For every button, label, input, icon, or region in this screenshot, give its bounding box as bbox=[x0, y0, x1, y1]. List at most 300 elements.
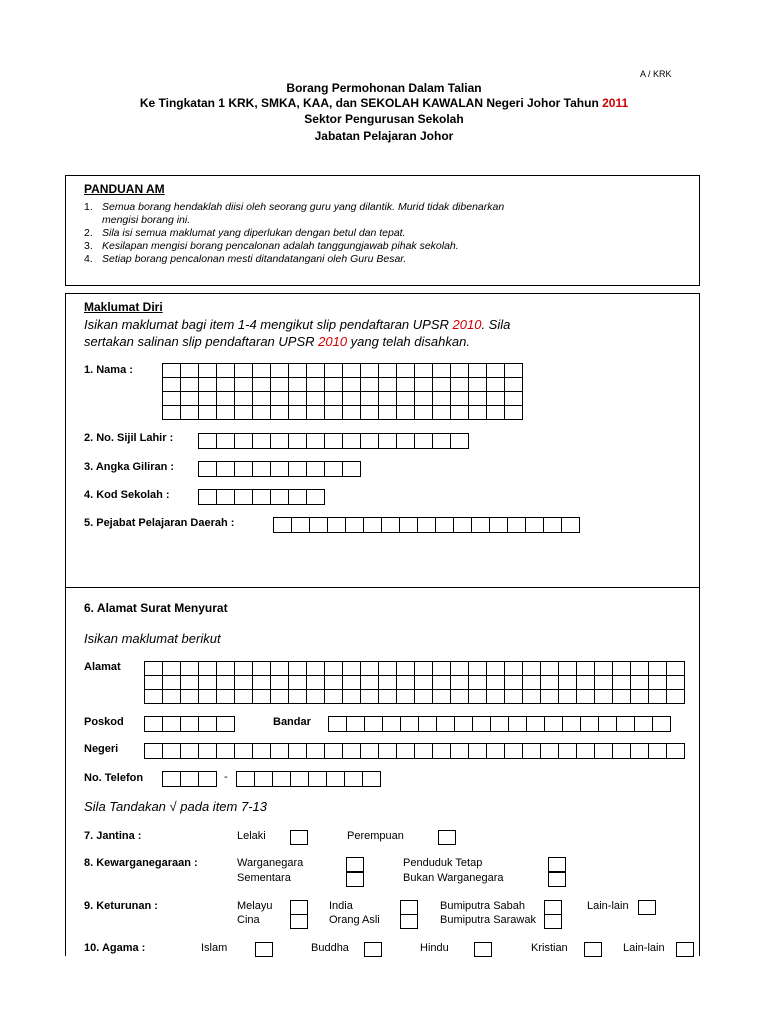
input-cell[interactable] bbox=[613, 744, 631, 759]
input-cell[interactable] bbox=[199, 462, 217, 477]
input-cell[interactable] bbox=[559, 744, 577, 759]
index-number-input-grid[interactable] bbox=[198, 461, 361, 477]
input-cell[interactable] bbox=[613, 676, 631, 690]
input-cell[interactable] bbox=[451, 690, 469, 704]
input-cell[interactable] bbox=[577, 744, 595, 759]
input-cell[interactable] bbox=[451, 744, 469, 759]
input-cell[interactable] bbox=[599, 717, 617, 732]
input-cell[interactable] bbox=[361, 406, 379, 420]
input-cell[interactable] bbox=[436, 518, 454, 533]
input-cell[interactable] bbox=[613, 662, 631, 676]
islam-checkbox[interactable] bbox=[255, 942, 273, 957]
input-cell[interactable] bbox=[217, 364, 235, 378]
melayu-checkbox[interactable] bbox=[290, 900, 308, 915]
input-cell[interactable] bbox=[199, 392, 217, 406]
input-cell[interactable] bbox=[271, 434, 289, 449]
input-cell[interactable] bbox=[343, 378, 361, 392]
input-cell[interactable] bbox=[235, 462, 253, 477]
input-cell[interactable] bbox=[361, 744, 379, 759]
input-cell[interactable] bbox=[325, 462, 343, 477]
input-cell[interactable] bbox=[307, 690, 325, 704]
input-cell[interactable] bbox=[291, 772, 309, 787]
input-cell[interactable] bbox=[181, 662, 199, 676]
input-cell[interactable] bbox=[181, 378, 199, 392]
input-cell[interactable] bbox=[361, 676, 379, 690]
telefon-number-grid[interactable] bbox=[236, 771, 381, 787]
input-cell[interactable] bbox=[526, 518, 544, 533]
input-cell[interactable] bbox=[343, 364, 361, 378]
input-cell[interactable] bbox=[595, 690, 613, 704]
input-cell[interactable] bbox=[253, 378, 271, 392]
input-cell[interactable] bbox=[595, 662, 613, 676]
input-cell[interactable] bbox=[163, 406, 181, 420]
input-cell[interactable] bbox=[307, 490, 325, 505]
input-cell[interactable] bbox=[379, 434, 397, 449]
input-cell[interactable] bbox=[383, 717, 401, 732]
input-cell[interactable] bbox=[667, 662, 685, 676]
input-cell[interactable] bbox=[451, 378, 469, 392]
input-cell[interactable] bbox=[361, 690, 379, 704]
input-cell[interactable] bbox=[415, 676, 433, 690]
input-cell[interactable] bbox=[469, 662, 487, 676]
input-cell[interactable] bbox=[217, 392, 235, 406]
input-cell[interactable] bbox=[544, 518, 562, 533]
input-cell[interactable] bbox=[415, 392, 433, 406]
input-cell[interactable] bbox=[181, 676, 199, 690]
input-cell[interactable] bbox=[505, 364, 523, 378]
input-cell[interactable] bbox=[490, 518, 508, 533]
input-cell[interactable] bbox=[451, 434, 469, 449]
input-cell[interactable] bbox=[379, 662, 397, 676]
input-cell[interactable] bbox=[329, 717, 347, 732]
input-cell[interactable] bbox=[253, 392, 271, 406]
input-cell[interactable] bbox=[163, 364, 181, 378]
input-cell[interactable] bbox=[649, 676, 667, 690]
input-cell[interactable] bbox=[469, 676, 487, 690]
input-cell[interactable] bbox=[379, 676, 397, 690]
input-cell[interactable] bbox=[562, 518, 580, 533]
input-cell[interactable] bbox=[487, 662, 505, 676]
input-cell[interactable] bbox=[415, 406, 433, 420]
input-cell[interactable] bbox=[397, 744, 415, 759]
input-cell[interactable] bbox=[361, 662, 379, 676]
input-cell[interactable] bbox=[595, 744, 613, 759]
input-cell[interactable] bbox=[253, 462, 271, 477]
input-cell[interactable] bbox=[667, 744, 685, 759]
input-cell[interactable] bbox=[433, 406, 451, 420]
input-cell[interactable] bbox=[631, 662, 649, 676]
input-cell[interactable] bbox=[325, 434, 343, 449]
input-cell[interactable] bbox=[451, 392, 469, 406]
input-cell[interactable] bbox=[523, 690, 541, 704]
input-cell[interactable] bbox=[199, 676, 217, 690]
input-cell[interactable] bbox=[289, 462, 307, 477]
input-cell[interactable] bbox=[343, 744, 361, 759]
input-cell[interactable] bbox=[289, 690, 307, 704]
input-cell[interactable] bbox=[235, 690, 253, 704]
input-cell[interactable] bbox=[581, 717, 599, 732]
input-cell[interactable] bbox=[433, 662, 451, 676]
input-cell[interactable] bbox=[289, 662, 307, 676]
input-cell[interactable] bbox=[307, 676, 325, 690]
input-cell[interactable] bbox=[199, 772, 217, 787]
input-cell[interactable] bbox=[217, 378, 235, 392]
citizen-checkbox[interactable] bbox=[346, 857, 364, 872]
input-cell[interactable] bbox=[253, 364, 271, 378]
input-cell[interactable] bbox=[343, 392, 361, 406]
input-cell[interactable] bbox=[253, 744, 271, 759]
input-cell[interactable] bbox=[505, 676, 523, 690]
bumiputra-sarawak-checkbox[interactable] bbox=[544, 914, 562, 929]
input-cell[interactable] bbox=[397, 434, 415, 449]
input-cell[interactable] bbox=[255, 772, 273, 787]
input-cell[interactable] bbox=[451, 676, 469, 690]
input-cell[interactable] bbox=[253, 690, 271, 704]
input-cell[interactable] bbox=[217, 690, 235, 704]
input-cell[interactable] bbox=[181, 744, 199, 759]
bandar-input-grid[interactable] bbox=[328, 716, 671, 732]
input-cell[interactable] bbox=[487, 378, 505, 392]
input-cell[interactable] bbox=[505, 406, 523, 420]
input-cell[interactable] bbox=[577, 690, 595, 704]
temporary-checkbox[interactable] bbox=[346, 872, 364, 887]
input-cell[interactable] bbox=[235, 662, 253, 676]
school-code-input-grid[interactable] bbox=[198, 489, 325, 505]
input-cell[interactable] bbox=[379, 378, 397, 392]
input-cell[interactable] bbox=[253, 406, 271, 420]
input-cell[interactable] bbox=[309, 772, 327, 787]
input-cell[interactable] bbox=[271, 662, 289, 676]
input-cell[interactable] bbox=[199, 364, 217, 378]
input-cell[interactable] bbox=[541, 690, 559, 704]
input-cell[interactable] bbox=[181, 690, 199, 704]
input-cell[interactable] bbox=[523, 662, 541, 676]
input-cell[interactable] bbox=[271, 490, 289, 505]
input-cell[interactable] bbox=[163, 690, 181, 704]
input-cell[interactable] bbox=[541, 676, 559, 690]
input-cell[interactable] bbox=[325, 378, 343, 392]
input-cell[interactable] bbox=[217, 744, 235, 759]
input-cell[interactable] bbox=[346, 518, 364, 533]
input-cell[interactable] bbox=[363, 772, 381, 787]
input-cell[interactable] bbox=[343, 434, 361, 449]
input-cell[interactable] bbox=[235, 378, 253, 392]
input-cell[interactable] bbox=[433, 434, 451, 449]
input-cell[interactable] bbox=[181, 717, 199, 732]
input-cell[interactable] bbox=[235, 676, 253, 690]
input-cell[interactable] bbox=[145, 676, 163, 690]
input-cell[interactable] bbox=[559, 690, 577, 704]
input-cell[interactable] bbox=[345, 772, 363, 787]
input-cell[interactable] bbox=[433, 690, 451, 704]
input-cell[interactable] bbox=[217, 490, 235, 505]
input-cell[interactable] bbox=[455, 717, 473, 732]
input-cell[interactable] bbox=[235, 434, 253, 449]
input-cell[interactable] bbox=[271, 378, 289, 392]
input-cell[interactable] bbox=[325, 676, 343, 690]
cina-checkbox[interactable] bbox=[290, 914, 308, 929]
input-cell[interactable] bbox=[559, 676, 577, 690]
input-cell[interactable] bbox=[237, 772, 255, 787]
religion-other-checkbox[interactable] bbox=[676, 942, 694, 957]
input-cell[interactable] bbox=[631, 744, 649, 759]
input-cell[interactable] bbox=[343, 676, 361, 690]
district-office-input-grid[interactable] bbox=[273, 517, 580, 533]
input-cell[interactable] bbox=[325, 744, 343, 759]
input-cell[interactable] bbox=[307, 462, 325, 477]
input-cell[interactable] bbox=[397, 364, 415, 378]
input-cell[interactable] bbox=[145, 717, 163, 732]
input-cell[interactable] bbox=[199, 717, 217, 732]
input-cell[interactable] bbox=[505, 378, 523, 392]
input-cell[interactable] bbox=[163, 676, 181, 690]
input-cell[interactable] bbox=[365, 717, 383, 732]
input-cell[interactable] bbox=[415, 364, 433, 378]
input-cell[interactable] bbox=[325, 406, 343, 420]
input-cell[interactable] bbox=[199, 744, 217, 759]
input-cell[interactable] bbox=[347, 717, 365, 732]
input-cell[interactable] bbox=[437, 717, 455, 732]
input-cell[interactable] bbox=[235, 364, 253, 378]
input-cell[interactable] bbox=[145, 690, 163, 704]
input-cell[interactable] bbox=[451, 406, 469, 420]
input-cell[interactable] bbox=[505, 662, 523, 676]
input-cell[interactable] bbox=[505, 392, 523, 406]
input-cell[interactable] bbox=[199, 378, 217, 392]
input-cell[interactable] bbox=[217, 717, 235, 732]
input-cell[interactable] bbox=[163, 378, 181, 392]
input-cell[interactable] bbox=[181, 406, 199, 420]
input-cell[interactable] bbox=[379, 392, 397, 406]
input-cell[interactable] bbox=[523, 744, 541, 759]
input-cell[interactable] bbox=[400, 518, 418, 533]
input-cell[interactable] bbox=[310, 518, 328, 533]
input-cell[interactable] bbox=[563, 717, 581, 732]
input-cell[interactable] bbox=[649, 690, 667, 704]
negeri-input-grid[interactable] bbox=[144, 743, 685, 759]
input-cell[interactable] bbox=[667, 690, 685, 704]
input-cell[interactable] bbox=[472, 518, 490, 533]
input-cell[interactable] bbox=[469, 406, 487, 420]
input-cell[interactable] bbox=[577, 662, 595, 676]
input-cell[interactable] bbox=[415, 662, 433, 676]
input-cell[interactable] bbox=[577, 676, 595, 690]
input-cell[interactable] bbox=[325, 392, 343, 406]
input-cell[interactable] bbox=[289, 392, 307, 406]
input-cell[interactable] bbox=[379, 744, 397, 759]
input-cell[interactable] bbox=[274, 518, 292, 533]
input-cell[interactable] bbox=[469, 392, 487, 406]
input-cell[interactable] bbox=[361, 378, 379, 392]
input-cell[interactable] bbox=[271, 690, 289, 704]
input-cell[interactable] bbox=[163, 772, 181, 787]
input-cell[interactable] bbox=[433, 676, 451, 690]
input-cell[interactable] bbox=[217, 434, 235, 449]
input-cell[interactable] bbox=[617, 717, 635, 732]
input-cell[interactable] bbox=[397, 378, 415, 392]
input-cell[interactable] bbox=[253, 434, 271, 449]
buddha-checkbox[interactable] bbox=[364, 942, 382, 957]
input-cell[interactable] bbox=[469, 378, 487, 392]
input-cell[interactable] bbox=[508, 518, 526, 533]
input-cell[interactable] bbox=[397, 392, 415, 406]
input-cell[interactable] bbox=[181, 772, 199, 787]
input-cell[interactable] bbox=[415, 378, 433, 392]
input-cell[interactable] bbox=[469, 690, 487, 704]
input-cell[interactable] bbox=[559, 662, 577, 676]
poskod-input-grid[interactable] bbox=[144, 716, 235, 732]
input-cell[interactable] bbox=[273, 772, 291, 787]
input-cell[interactable] bbox=[418, 518, 436, 533]
input-cell[interactable] bbox=[379, 690, 397, 704]
input-cell[interactable] bbox=[271, 744, 289, 759]
input-cell[interactable] bbox=[451, 364, 469, 378]
input-cell[interactable] bbox=[292, 518, 310, 533]
input-cell[interactable] bbox=[199, 406, 217, 420]
input-cell[interactable] bbox=[451, 662, 469, 676]
input-cell[interactable] bbox=[487, 744, 505, 759]
kristian-checkbox[interactable] bbox=[584, 942, 602, 957]
input-cell[interactable] bbox=[163, 392, 181, 406]
input-cell[interactable] bbox=[343, 690, 361, 704]
input-cell[interactable] bbox=[382, 518, 400, 533]
input-cell[interactable] bbox=[343, 406, 361, 420]
input-cell[interactable] bbox=[217, 676, 235, 690]
input-cell[interactable] bbox=[667, 676, 685, 690]
input-cell[interactable] bbox=[397, 662, 415, 676]
input-cell[interactable] bbox=[307, 434, 325, 449]
input-cell[interactable] bbox=[217, 406, 235, 420]
input-cell[interactable] bbox=[397, 406, 415, 420]
input-cell[interactable] bbox=[505, 744, 523, 759]
input-cell[interactable] bbox=[545, 717, 563, 732]
input-cell[interactable] bbox=[415, 434, 433, 449]
input-cell[interactable] bbox=[289, 744, 307, 759]
gender-male-checkbox[interactable] bbox=[290, 830, 308, 845]
input-cell[interactable] bbox=[163, 662, 181, 676]
input-cell[interactable] bbox=[307, 744, 325, 759]
input-cell[interactable] bbox=[145, 744, 163, 759]
input-cell[interactable] bbox=[289, 364, 307, 378]
input-cell[interactable] bbox=[271, 392, 289, 406]
india-checkbox[interactable] bbox=[400, 900, 418, 915]
input-cell[interactable] bbox=[379, 364, 397, 378]
input-cell[interactable] bbox=[487, 690, 505, 704]
telefon-prefix-grid[interactable] bbox=[162, 771, 217, 787]
input-cell[interactable] bbox=[473, 717, 491, 732]
input-cell[interactable] bbox=[361, 364, 379, 378]
input-cell[interactable] bbox=[505, 690, 523, 704]
input-cell[interactable] bbox=[253, 676, 271, 690]
input-cell[interactable] bbox=[289, 490, 307, 505]
input-cell[interactable] bbox=[217, 462, 235, 477]
input-cell[interactable] bbox=[361, 434, 379, 449]
input-cell[interactable] bbox=[181, 392, 199, 406]
address-input-grid[interactable] bbox=[144, 661, 685, 704]
input-cell[interactable] bbox=[327, 772, 345, 787]
input-cell[interactable] bbox=[271, 406, 289, 420]
input-cell[interactable] bbox=[635, 717, 653, 732]
input-cell[interactable] bbox=[343, 662, 361, 676]
input-cell[interactable] bbox=[469, 364, 487, 378]
input-cell[interactable] bbox=[145, 662, 163, 676]
input-cell[interactable] bbox=[361, 392, 379, 406]
name-input-grid[interactable] bbox=[162, 363, 523, 420]
input-cell[interactable] bbox=[649, 744, 667, 759]
input-cell[interactable] bbox=[199, 434, 217, 449]
input-cell[interactable] bbox=[419, 717, 437, 732]
input-cell[interactable] bbox=[199, 490, 217, 505]
input-cell[interactable] bbox=[541, 744, 559, 759]
input-cell[interactable] bbox=[433, 364, 451, 378]
input-cell[interactable] bbox=[289, 434, 307, 449]
birth-cert-input-grid[interactable] bbox=[198, 433, 469, 449]
input-cell[interactable] bbox=[235, 490, 253, 505]
input-cell[interactable] bbox=[649, 662, 667, 676]
input-cell[interactable] bbox=[613, 690, 631, 704]
input-cell[interactable] bbox=[595, 676, 613, 690]
input-cell[interactable] bbox=[199, 690, 217, 704]
input-cell[interactable] bbox=[433, 378, 451, 392]
input-cell[interactable] bbox=[527, 717, 545, 732]
input-cell[interactable] bbox=[271, 462, 289, 477]
input-cell[interactable] bbox=[289, 406, 307, 420]
input-cell[interactable] bbox=[163, 744, 181, 759]
input-cell[interactable] bbox=[415, 690, 433, 704]
gender-female-checkbox[interactable] bbox=[438, 830, 456, 845]
input-cell[interactable] bbox=[509, 717, 527, 732]
input-cell[interactable] bbox=[307, 378, 325, 392]
input-cell[interactable] bbox=[181, 364, 199, 378]
input-cell[interactable] bbox=[397, 676, 415, 690]
input-cell[interactable] bbox=[631, 690, 649, 704]
input-cell[interactable] bbox=[487, 364, 505, 378]
input-cell[interactable] bbox=[433, 744, 451, 759]
input-cell[interactable] bbox=[491, 717, 509, 732]
input-cell[interactable] bbox=[343, 462, 361, 477]
input-cell[interactable] bbox=[163, 717, 181, 732]
bumiputra-sabah-checkbox[interactable] bbox=[544, 900, 562, 915]
input-cell[interactable] bbox=[235, 744, 253, 759]
input-cell[interactable] bbox=[653, 717, 671, 732]
input-cell[interactable] bbox=[217, 662, 235, 676]
orang-asli-checkbox[interactable] bbox=[400, 914, 418, 929]
input-cell[interactable] bbox=[401, 717, 419, 732]
input-cell[interactable] bbox=[307, 406, 325, 420]
input-cell[interactable] bbox=[253, 490, 271, 505]
input-cell[interactable] bbox=[487, 392, 505, 406]
input-cell[interactable] bbox=[523, 676, 541, 690]
input-cell[interactable] bbox=[325, 662, 343, 676]
hindu-checkbox[interactable] bbox=[474, 942, 492, 957]
input-cell[interactable] bbox=[541, 662, 559, 676]
input-cell[interactable] bbox=[307, 392, 325, 406]
input-cell[interactable] bbox=[487, 676, 505, 690]
input-cell[interactable] bbox=[307, 364, 325, 378]
input-cell[interactable] bbox=[289, 378, 307, 392]
input-cell[interactable] bbox=[325, 690, 343, 704]
input-cell[interactable] bbox=[325, 364, 343, 378]
input-cell[interactable] bbox=[271, 364, 289, 378]
input-cell[interactable] bbox=[364, 518, 382, 533]
input-cell[interactable] bbox=[631, 676, 649, 690]
ethnicity-other-checkbox[interactable] bbox=[638, 900, 656, 915]
input-cell[interactable] bbox=[328, 518, 346, 533]
input-cell[interactable] bbox=[289, 676, 307, 690]
input-cell[interactable] bbox=[253, 662, 271, 676]
input-cell[interactable] bbox=[271, 676, 289, 690]
input-cell[interactable] bbox=[397, 690, 415, 704]
